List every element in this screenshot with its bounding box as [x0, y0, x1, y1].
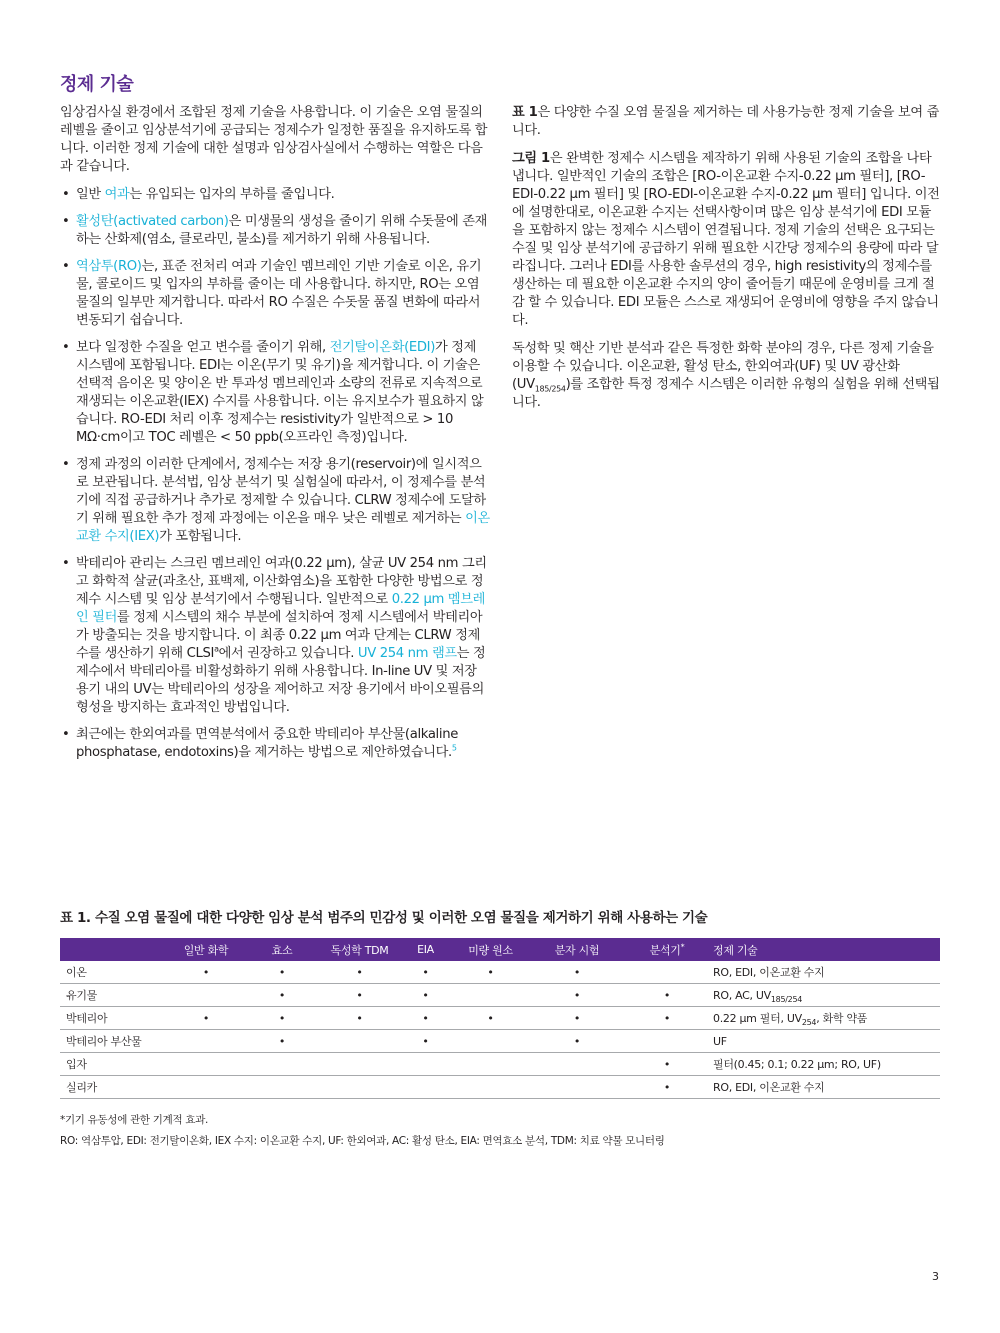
sensitivity-cell: • [627, 984, 707, 1007]
sensitivity-cell [170, 1076, 242, 1099]
purification-tech-cell [707, 1007, 940, 1030]
sensitivity-cell [170, 1053, 242, 1076]
table-caption: 표 1. 수질 오염 물질에 대한 다양한 임상 분석 범주의 민감성 및 이러한 오염 물질을 제거하기 위해 사용하는 기술 [60, 910, 708, 926]
sensitivity-cell [397, 1076, 454, 1099]
purification-tech-cell [707, 1053, 940, 1076]
sensitivity-cell: • [170, 961, 242, 984]
tech-text: , 화학 약품 [816, 1012, 868, 1025]
tech-text: RO, AC, UV [713, 988, 771, 1002]
sensitivity-cell [170, 984, 242, 1007]
text: 독성학 및 핵산 기반 분석과 같은 특정한 화학 분야의 경우, 다른 정제 기술을 이용할 수 있습니다. 이온교환, 활성 탄소, 한외여과(UF) 및 UV 광산화(UV [512, 341, 934, 392]
list-item-edi [60, 339, 492, 447]
sensitivity-cell: • [527, 1030, 627, 1053]
sensitivity-cell: • [242, 961, 322, 984]
text: 는 유입되는 입자의 부하를 줄입니다. [129, 187, 335, 202]
header-cell: 효소 [242, 938, 322, 961]
sensitivity-cell [454, 1076, 527, 1099]
list-item-reservoir [60, 456, 492, 546]
row-label: 실리카 [60, 1076, 170, 1099]
tech-subscript: 185/254 [770, 994, 803, 1004]
text: 정제 과정의 이러한 단계에서, 정제수는 저장 용기(reservoir)에 일시적으로 보관됩니다. 분석법, 임상 분석기 및 실험실에 따라서, 이 정제수를 분석기에 직접 공급하거나 추가로 정제할 수 있습니다. CLRW 정제수에 도달하기 위해 필요한 추가 정제 과정에는 이온을 매우 낮은 레벨로 제거하는 [76, 457, 486, 526]
table-row [60, 1053, 940, 1076]
header-cell: 분자 시험 [527, 938, 627, 961]
row-label: 박테리아 [60, 1007, 170, 1030]
sensitivity-cell: • [242, 1030, 322, 1053]
tech-text: 필터(0.45; 0.1; 0.22 µm; RO, UF) [713, 1058, 881, 1071]
sensitivity-cell [322, 1053, 397, 1076]
sensitivity-cell: • [397, 984, 454, 1007]
paragraph-table-ref [512, 104, 942, 140]
header-cell: 일반 화학 [170, 938, 242, 961]
purification-tech-cell [707, 961, 940, 984]
header-cell: EIA [397, 938, 454, 961]
list-item-filtration [60, 186, 492, 204]
sensitivity-cell [627, 961, 707, 984]
sensitivity-cell [454, 984, 527, 1007]
tech-text: 0.22 µm 필터, UV [713, 1012, 802, 1025]
text: 를 정제 시스템의 채수 부분에 설치하여 정제 시스템에서 박테리아가 방출되는 것을 방지합니다. 이 최종 0.22 µm 여과 단계는 CLRW 정제수를 생산하기 위해 CLSI [76, 610, 483, 661]
sensitivity-cell: • [397, 961, 454, 984]
sensitivity-cell: • [397, 1007, 454, 1030]
sensitivity-cell: • [242, 1007, 322, 1030]
paragraph-figure-ref [512, 150, 942, 330]
header-cell: 독성학 TDM [322, 938, 397, 961]
header-footnote-mark: * [680, 941, 685, 951]
sensitivity-cell [322, 1030, 397, 1053]
sensitivity-cell [627, 1030, 707, 1053]
text: 최근에는 한외여과를 면역분석에서 중요한 박테리아 부산물(alkaline phosphatase, endotoxins)을 제거하는 방법으로 제안하였습니다. [76, 727, 458, 760]
text: )를 조합한 특정 정제수 시스템은 이러한 유형의 실험을 위해 선택됩니다. [512, 377, 940, 410]
tech-subscript: 254 [801, 1018, 817, 1028]
text: 는 정제수에서 박테리아를 비활성화하기 위해 사용합니다. In-line UV 및 저장 용기 내의 UV는 박테리아의 성장을 제어하고 저장 용기에서 바이오필름의 형성을 방지하는 효과적인 방법입니다. [76, 646, 486, 715]
sensitivity-cell: • [454, 961, 527, 984]
sensitivity-cell: • [397, 1030, 454, 1053]
table-row [60, 984, 940, 1007]
table-row [60, 961, 940, 984]
list-item-ultrafiltration [60, 726, 492, 762]
sensitivity-cell: • [627, 1076, 707, 1099]
list-item-ro [60, 258, 492, 330]
right-column [512, 104, 942, 422]
sensitivity-cell: • [170, 1007, 242, 1030]
tech-text: UF [713, 1034, 727, 1048]
row-label: 유기물 [60, 984, 170, 1007]
tech-text: RO, EDI, 이온교환 수지 [713, 1081, 825, 1094]
tech-text: RO, EDI, 이온교환 수지 [713, 966, 825, 979]
text: 가 포함됩니다. [159, 529, 242, 544]
paragraph-specialty [512, 340, 942, 412]
text: 는, 표준 전처리 여과 기술인 멤브레인 기반 기술로 이온, 유기물, 콜로이드 및 입자의 부하를 줄이는 데 사용합니다. 하지만, RO는 오염 물질의 일부만 제거합니다. 따라서 RO 수질은 수돗물 품질 변화에 따라서 변동되기 쉽습니다. [76, 259, 482, 328]
sensitivity-cell [527, 1076, 627, 1099]
sensitivity-cell: • [527, 1007, 627, 1030]
text: 박테리아 관리는 스크린 멤브레인 여과(0.22 µm), 살균 UV 254 nm 그리고 화학적 살균(과초산, 표백제, 이산화염소)을 포함한 다양한 방법으로 정제수 시스템 및 임상 분석기에서 수행됩니다. 일반적으로 [76, 556, 487, 607]
text: 에서 권장하고 있습니다. [218, 646, 358, 661]
section-heading: 정제 기술 [60, 74, 134, 95]
filtration-link[interactable]: 여과 [104, 187, 130, 202]
sensitivity-cell [454, 1030, 527, 1053]
table-row [60, 1030, 940, 1053]
technology-list [60, 186, 492, 762]
table-footnote: *기기 유동성에 관한 기계적 효과. [60, 1114, 209, 1126]
sensitivity-cell: • [527, 984, 627, 1007]
activated-carbon-link[interactable]: 활성탄(activated carbon) [76, 214, 229, 229]
table-header-row [60, 938, 940, 961]
table-row [60, 1076, 940, 1099]
sensitivity-cell: • [527, 961, 627, 984]
subscript: 185/254 [534, 384, 566, 394]
sensitivity-cell: • [454, 1007, 527, 1030]
sensitivity-cell [242, 1076, 322, 1099]
page-number: 3 [932, 1270, 939, 1283]
purification-tech-cell [707, 1076, 940, 1099]
sensitivity-cell: • [627, 1007, 707, 1030]
sensitivity-cell [170, 1030, 242, 1053]
footnote-ref-a: a [214, 644, 219, 654]
table-abbreviations: RO: 역삼투압, EDI: 전기탈이온화, IEX 수지: 이온교환 수지, UF: 한외여과, AC: 활성 탄소, EIA: 면역효소 분석, TDM: 치료 약물 모니터링 [60, 1135, 665, 1147]
sensitivity-cell [527, 1053, 627, 1076]
sensitivity-cell [242, 1053, 322, 1076]
sensitivity-cell [454, 1053, 527, 1076]
intro-paragraph: 임상검사실 환경에서 조합된 정제 기술을 사용합니다. 이 기술은 오염 물질의 레벨을 줄이고 임상분석기에 공급되는 정제수가 일정한 품질을 유지하도록 합니다. 이러한 정제 기술에 대한 설명과 임상검사실에서 수행하는 역할은 다음과 같습니다. [60, 105, 488, 174]
table-ref: 표 1 [512, 105, 538, 120]
header-label: 분석기 [649, 943, 681, 957]
text: 가 정제 시스템에 포함됩니다. EDI는 이온(무기 및 유기)을 제거합니다. 이 기술은 선택적 음이온 및 양이온 반 투과성 멤브레인과 소량의 전류로 지속적으로 재생되는 이온교환(IEX) 수지를 사용합니다. 이는 유지보수가 필요하지 않습니다. RO-EDI 처리 이후 정제수는 resistivity가 일반적으로 > 10 MΩ·cm이고 TOC 레벨은 < 50 ppb(오프라인 측정)입니다. [76, 340, 484, 445]
sensitivity-cell: • [627, 1053, 707, 1076]
purification-tech-cell [707, 984, 940, 1007]
ro-link[interactable]: 역삼투(RO) [76, 259, 142, 274]
sensitivity-cell: • [322, 1007, 397, 1030]
header-cell: 미량 원소 [454, 938, 527, 961]
text: 보다 일정한 수질을 얻고 변수를 줄이기 위해, [76, 340, 330, 355]
row-label: 박테리아 부산물 [60, 1030, 170, 1053]
text: 일반 [76, 187, 105, 202]
table-body [60, 961, 940, 1099]
text: 은 완벽한 정제수 시스템을 제작하기 위해 사용된 기술의 조합을 나타냅니다. 일반적인 기술의 조합은 [RO-이온교환 수지-0.22 µm 필터], [RO-EDI-0.22 µm 필터] 및 [RO-EDI-이온교환 수지-0.22 µm 필터] 입니다. 이전에 설명한대로, 이온교환 수지는 선택사항이며 많은 임상 분석기에 EDI 모듈을 포함하지 않는 정제수 시스템이 연결됩니다. 정제 기술의 선택은 요구되는 수질 및 임상 분석기에 공급하기 위해 필요한 시간당 정제수의 용량에 따라 달라집니다. 그러나 EDI를 사용한 솔루션의 경우, high resistivity의 정제수를 생산하는 데 필요한 이온교환 수지의 양이 줄어들기 때문에 운영비를 크게 절감 할 수 있습니다. EDI 모듈은 스스로 재생되어 운영비에 영향을 주지 않습니다. [512, 151, 940, 328]
row-label: 입자 [60, 1053, 170, 1076]
sensitivity-cell: • [322, 984, 397, 1007]
sensitivity-cell [397, 1053, 454, 1076]
row-label: 이온 [60, 961, 170, 984]
list-item-bacteria [60, 555, 492, 717]
purification-tech-cell [707, 1030, 940, 1053]
text: 은 미생물의 생성을 줄이기 위해 수돗물에 존재하는 산화제(염소, 클로라민, 불소)를 제거하기 위해 사용됩니다. [76, 214, 488, 247]
iex-link[interactable]: 이온교환 수지(IEX) [76, 511, 490, 544]
sensitivity-cell: • [322, 961, 397, 984]
table-row [60, 1007, 940, 1030]
text: 은 다양한 수질 오염 물질을 제거하는 데 사용가능한 정제 기술을 보여 줍니다. [512, 105, 940, 138]
sensitivity-cell [322, 1076, 397, 1099]
header-cell [627, 938, 707, 961]
edi-link[interactable]: 전기탈이온화(EDI) [329, 340, 436, 355]
membrane-filter-link[interactable]: 0.22 µm 멤브레인 필터 [76, 592, 486, 625]
left-column [60, 104, 492, 771]
figure-ref: 그림 1 [512, 151, 550, 166]
header-cell [60, 938, 170, 961]
list-item-activated-carbon [60, 213, 492, 249]
uv-lamp-link[interactable]: UV 254 nm 램프 [357, 646, 457, 661]
header-cell: 정제 기술 [707, 938, 940, 961]
sensitivity-cell: • [242, 984, 322, 1007]
citation-5[interactable]: 5 [451, 743, 457, 753]
contaminant-table [60, 938, 940, 1099]
